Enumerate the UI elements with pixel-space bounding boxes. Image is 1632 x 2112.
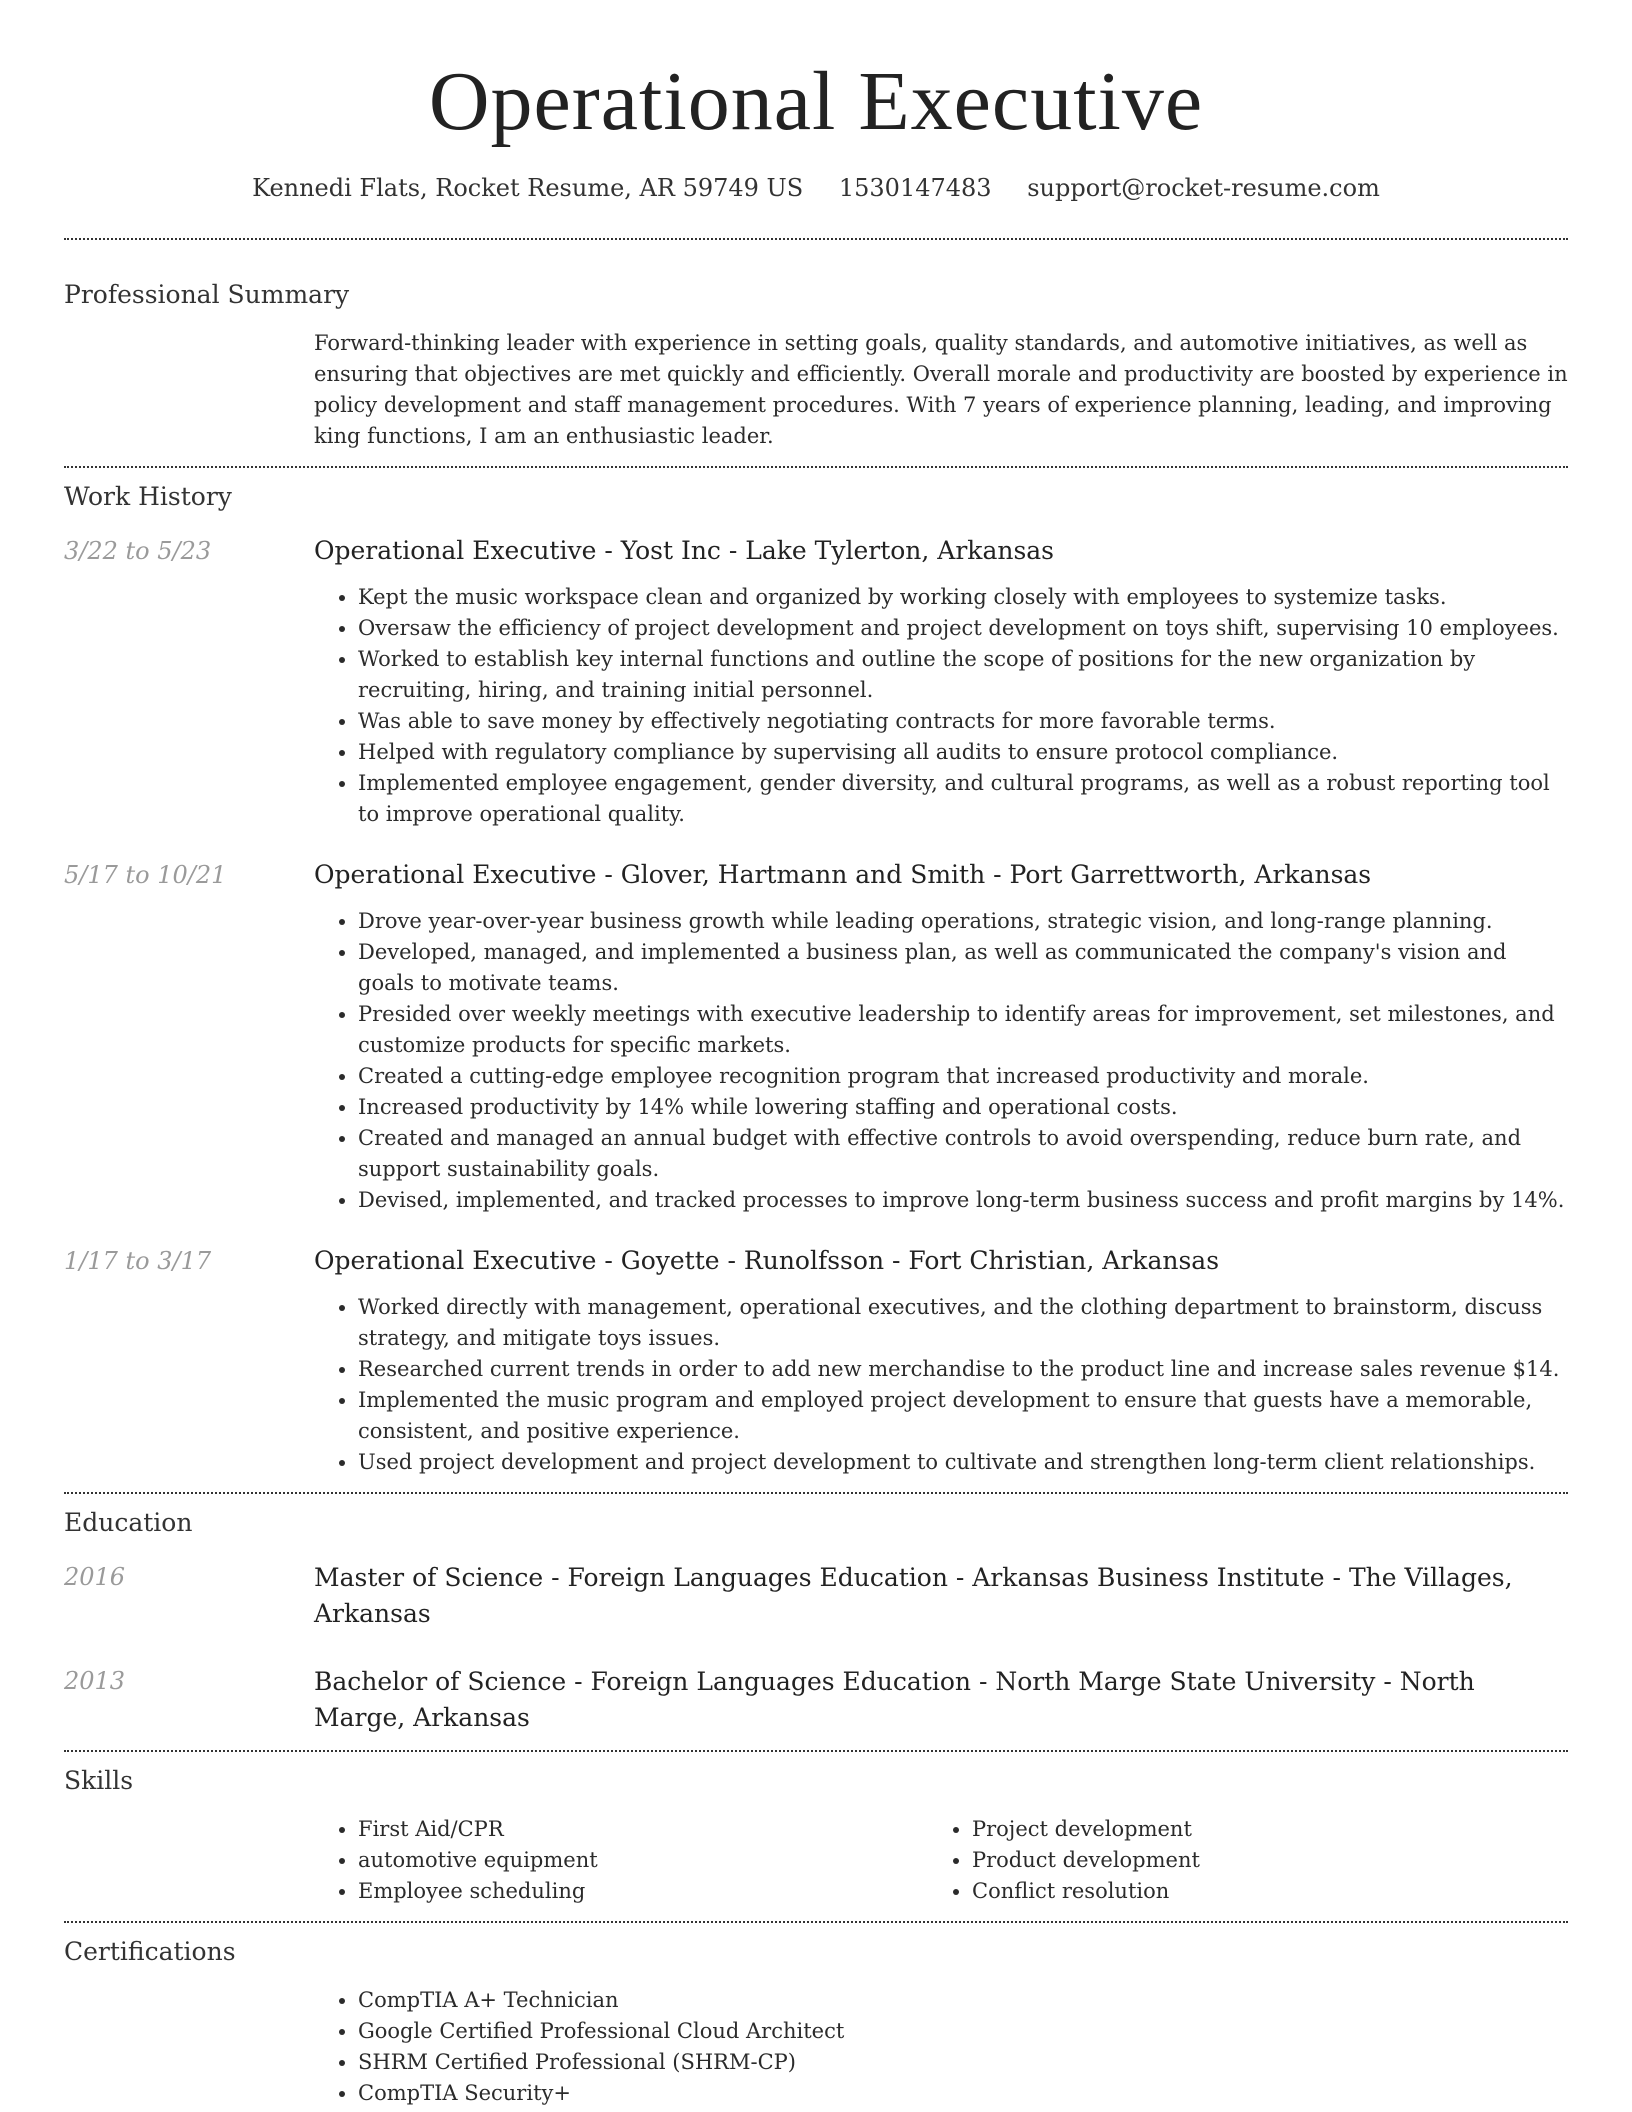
work-heading: Work History [64, 482, 232, 511]
certifications-list [314, 1985, 1258, 2109]
list-item: • Presided over weekly meetings with executive leadership to identify areas for improvement, set milestones, and customize products for specific markets. [358, 999, 1568, 1061]
list-item: • Researched current trends in order to add new merchandise to the product line and increase sales revenue $14. [358, 1354, 1568, 1385]
education-degree: Bachelor of Science - Foreign Languages Education [314, 1667, 971, 1696]
resume-page [64, 0, 1568, 2109]
job-title: Operational Executive - Goyette - Runolfsson - Fort Christian, Arkansas [314, 1246, 1220, 1275]
skill-item: • automotive equipment [358, 1845, 928, 1876]
skills-list-left [314, 1814, 928, 1907]
education-title [314, 1560, 1568, 1632]
list-item: • Implemented employee engagement, gender diversity, and cultural programs, as well as a robust reporting tool to improve operational quality. [358, 768, 1568, 830]
skills-spacer [64, 1814, 314, 1907]
job-entry [64, 1244, 1568, 1478]
list-item: • Worked directly with management, operational executives, and the clothing department to brainstorm, discuss strategy, and mitigate toys issues. [358, 1292, 1568, 1354]
job-bullets [314, 582, 1568, 830]
skill-item: • First Aid/CPR [358, 1814, 928, 1845]
education-title [314, 1664, 1568, 1736]
skill-item: • Conflict resolution [972, 1876, 1542, 1907]
job-title: Operational Executive - Yost Inc - Lake Tylerton, Arkansas [314, 536, 1055, 565]
job-dates: 1/17 to 3/17 [64, 1247, 212, 1275]
section-divider [64, 238, 1568, 240]
education-year: 2016 [64, 1563, 126, 1591]
summary-text: Forward-thinking leader with experience in setting goals, quality standards, and automotive initiatives, as well as ensuring that objectives are met quickly and efficiently. Overall morale and productivity are boosted by experience in policy development and staff management procedures. With 7 years of experience planning, leading, and improving king functions, I am an enthusiastic leader. [314, 331, 1568, 448]
job-entry [64, 858, 1568, 1216]
certifications-heading: Certifications [64, 1937, 236, 1966]
summary-heading: Professional Summary [64, 280, 350, 309]
list-item: • Used project development and project development to cultivate and strengthen long-term client relationships. [358, 1447, 1568, 1478]
contact-line [64, 172, 1568, 204]
education-entry [64, 1560, 1568, 1632]
certification-item: • SHRM Certified Professional (SHRM-CP) [358, 2047, 1258, 2078]
contact-email: support@rocket-resume.com [1027, 174, 1380, 202]
certification-item: • CompTIA Security+ [358, 2078, 1258, 2109]
job-bullets [314, 1292, 1568, 1478]
skill-item: • Employee scheduling [358, 1876, 928, 1907]
skills-row [64, 1814, 1568, 1907]
certifications-spacer [64, 1985, 314, 2109]
summary-spacer [64, 328, 314, 452]
list-item: • Created and managed an annual budget with effective controls to avoid overspending, reduce burn rate, and support sustainability goals. [358, 1123, 1568, 1185]
summary-row [64, 328, 1568, 452]
education-school: - North Marge State University - North Marge, Arkansas [314, 1667, 1475, 1732]
education-year: 2013 [64, 1667, 126, 1695]
certification-item: • CompTIA A+ Technician [358, 1985, 1258, 2016]
education-school: - Arkansas Business Institute - The Villages, Arkansas [314, 1563, 1513, 1628]
list-item: • Created a cutting-edge employee recognition program that increased productivity and morale. [358, 1061, 1568, 1092]
contact-address: Kennedi Flats, Rocket Resume, AR 59749 US [252, 174, 804, 202]
skill-item: • Product development [972, 1845, 1542, 1876]
job-bullets [314, 906, 1568, 1216]
skills-heading: Skills [64, 1766, 134, 1795]
list-item: • Oversaw the efficiency of project development and project development on toys shift, supervising 10 employees. [358, 613, 1568, 644]
list-item: • Devised, implemented, and tracked processes to improve long-term business success and profit margins by 14%. [358, 1185, 1568, 1216]
education-heading: Education [64, 1508, 193, 1537]
list-item: • Was able to save money by effectively negotiating contracts for more favorable terms. [358, 706, 1568, 737]
education-degree: Master of Science - Foreign Languages Education [314, 1563, 948, 1592]
list-item: • Kept the music workspace clean and organized by working closely with employees to systemize tasks. [358, 582, 1568, 613]
section-divider [64, 1492, 1568, 1494]
skill-item: • Project development [972, 1814, 1542, 1845]
list-item: • Implemented the music program and employed project development to ensure that guests have a memorable, consistent, and positive experience. [358, 1385, 1568, 1447]
list-item: • Increased productivity by 14% while lowering staffing and operational costs. [358, 1092, 1568, 1123]
section-divider [64, 1921, 1568, 1923]
job-entry [64, 534, 1568, 830]
list-item: • Worked to establish key internal functions and outline the scope of positions for the new organization by recruiting, hiring, and training initial personnel. [358, 644, 1568, 706]
section-divider [64, 1750, 1568, 1752]
skills-list-right [928, 1814, 1542, 1907]
job-title: Operational Executive - Glover, Hartmann and Smith - Port Garrettworth, Arkansas [314, 860, 1372, 889]
job-dates: 3/22 to 5/23 [64, 537, 212, 565]
list-item: • Developed, managed, and implemented a business plan, as well as communicated the company's vision and goals to motivate teams. [358, 937, 1568, 999]
certifications-row [64, 1985, 1568, 2109]
education-entry [64, 1664, 1568, 1736]
certification-item: • Google Certified Professional Cloud Architect [358, 2016, 1258, 2047]
list-item: • Drove year-over-year business growth while leading operations, strategic vision, and long-range planning. [358, 906, 1568, 937]
resume-title: Operational Executive [428, 55, 1204, 148]
section-divider [64, 466, 1568, 468]
contact-phone: 1530147483 [838, 174, 992, 202]
list-item: • Helped with regulatory compliance by supervising all audits to ensure protocol compliance. [358, 737, 1568, 768]
job-dates: 5/17 to 10/21 [64, 861, 227, 889]
